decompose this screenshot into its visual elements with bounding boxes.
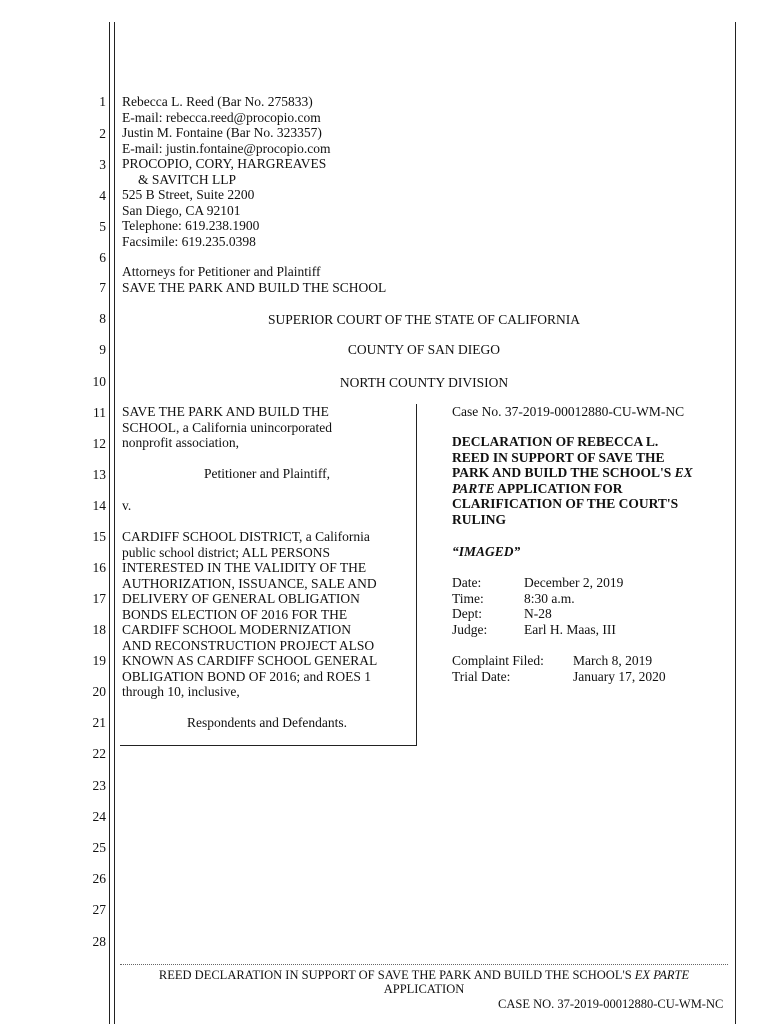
hearing-row: Judge: Earl H. Maas, III	[452, 621, 616, 637]
document-title	[452, 434, 693, 527]
date-row: Complaint Filed: March 8, 2019	[452, 653, 653, 668]
line-number: 19	[92, 653, 106, 668]
counsel-line: Rebecca L. Reed (Bar No. 275833)	[122, 94, 313, 109]
line-number: 18	[92, 622, 106, 637]
respondent-line: public school district; ALL PERSONS	[122, 544, 331, 560]
respondent-line: BONDS ELECTION OF 2016 FOR THE	[122, 606, 348, 622]
title-line: REED IN SUPPORT OF SAVE THE	[452, 449, 665, 465]
respondent-line: DELIVERY OF GENERAL OBLIGATION	[122, 591, 360, 606]
line-number: 8	[99, 311, 106, 326]
line-number: 10	[92, 374, 106, 389]
line-number: 7	[99, 280, 106, 295]
imaged-label: “IMAGED”	[452, 544, 521, 559]
counsel-line: San Diego, CA 92101	[122, 202, 241, 218]
hearing-row: Dept: N-28	[452, 606, 552, 621]
title-line: DECLARATION OF REBECCA L.	[452, 434, 659, 449]
respondent-line: INTERESTED IN THE VALIDITY OF THE	[122, 560, 367, 575]
court-county: COUNTY OF SAN DIEGO	[347, 342, 501, 357]
versus: v.	[122, 498, 132, 513]
respondent-line: through 10, inclusive,	[122, 684, 240, 699]
counsel-line: Justin M. Fontaine (Bar No. 323357)	[122, 125, 322, 140]
counsel-line: Facsimile: 619.235.0398	[122, 233, 256, 249]
line-number: 25	[92, 840, 106, 855]
title-line: PARTE APPLICATION FOR	[452, 480, 623, 496]
attorneys-for-label: Attorneys for Petitioner and Plaintiff	[122, 264, 321, 279]
attorneys-for-block	[122, 264, 386, 295]
line-number: 12	[92, 436, 106, 451]
left-margin-rule-outer	[109, 22, 110, 1024]
counsel-line: PROCOPIO, CORY, HARGREAVES	[122, 156, 327, 171]
petitioner-line: SAVE THE PARK AND BUILD THE	[122, 404, 329, 419]
line-number: 6	[99, 250, 106, 265]
counsel-line: Telephone: 619.238.1900	[122, 218, 260, 233]
line-number: 26	[92, 871, 106, 886]
respondent-block	[122, 529, 377, 700]
counsel-block	[122, 94, 331, 249]
line-number: 27	[92, 902, 106, 917]
title-line: PARK AND BUILD THE SCHOOL'S EX	[452, 465, 693, 480]
petitioner-block	[122, 404, 332, 451]
line-number: 2	[99, 126, 106, 141]
line-number: 13	[92, 467, 106, 482]
line-number: 20	[92, 684, 106, 699]
respondent-line: CARDIFF SCHOOL DISTRICT, a California	[122, 529, 370, 544]
line-number: 21	[92, 715, 106, 730]
respondent-line: KNOWN AS CARDIFF SCHOOL GENERAL	[122, 653, 378, 668]
respondent-line: AUTHORIZATION, ISSUANCE, SALE AND	[122, 575, 377, 591]
court-name: SUPERIOR COURT OF THE STATE OF CALIFORNIA	[268, 312, 580, 327]
respondent-line: OBLIGATION BOND OF 2016; and ROES 1	[122, 668, 371, 684]
line-number: 16	[92, 560, 106, 575]
counsel-line: 525 B Street, Suite 2200	[122, 187, 255, 202]
client-name: SAVE THE PARK AND BUILD THE SCHOOL	[122, 279, 387, 295]
filing-dates	[452, 653, 666, 684]
line-number: 14	[92, 498, 106, 513]
hearing-row: Date: December 2, 2019	[452, 575, 624, 590]
line-number: 9	[99, 342, 106, 357]
footer-case-number: CASE NO. 37-2019-00012880-CU-WM-NC	[498, 997, 724, 1011]
counsel-line: & SAVITCH LLP	[138, 171, 237, 187]
left-margin-rule-inner	[114, 22, 115, 1024]
line-number: 4	[99, 188, 106, 203]
footer-rule	[120, 964, 728, 965]
hearing-info	[452, 575, 623, 637]
line-number: 5	[99, 219, 106, 234]
petitioner-line: nonprofit association,	[122, 435, 239, 450]
line-number: 23	[92, 778, 106, 793]
footer-title-line2: APPLICATION	[383, 982, 465, 996]
line-number: 1	[99, 94, 106, 109]
title-line: RULING	[452, 511, 507, 527]
footer-title: REED DECLARATION IN SUPPORT OF SAVE THE PARK AND BUILD THE SCHOOL'S EX PARTE	[158, 968, 690, 982]
petitioner-line: SCHOOL, a California unincorporated	[122, 419, 332, 435]
title-line: CLARIFICATION OF THE COURT'S	[452, 496, 679, 511]
respondent-line: AND RECONSTRUCTION PROJECT ALSO	[122, 637, 375, 653]
court-division: NORTH COUNTY DIVISION	[339, 375, 509, 390]
hearing-row: Time: 8:30 a.m.	[452, 590, 575, 606]
petitioner-role: Petitioner and Plaintiff,	[203, 466, 331, 481]
line-number: 22	[92, 746, 106, 761]
line-number: 17	[92, 591, 106, 606]
line-number: 3	[99, 157, 106, 172]
respondent-role: Respondents and Defendants.	[186, 715, 348, 730]
line-number: 11	[93, 405, 106, 420]
line-number: 28	[92, 934, 106, 949]
case-number: Case No. 37-2019-00012880-CU-WM-NC	[452, 404, 685, 419]
right-margin-rule	[735, 22, 736, 1024]
line-number: 15	[92, 529, 106, 544]
date-row: Trial Date: January 17, 2020	[452, 668, 666, 684]
counsel-line: E-mail: rebecca.reed@procopio.com	[122, 109, 321, 125]
caption-box-right-border	[416, 404, 417, 746]
line-number: 24	[92, 809, 106, 824]
caption-box-bottom-border	[120, 745, 417, 746]
respondent-line: CARDIFF SCHOOL MODERNIZATION	[122, 622, 352, 637]
counsel-line: E-mail: justin.fontaine@procopio.com	[122, 140, 331, 156]
